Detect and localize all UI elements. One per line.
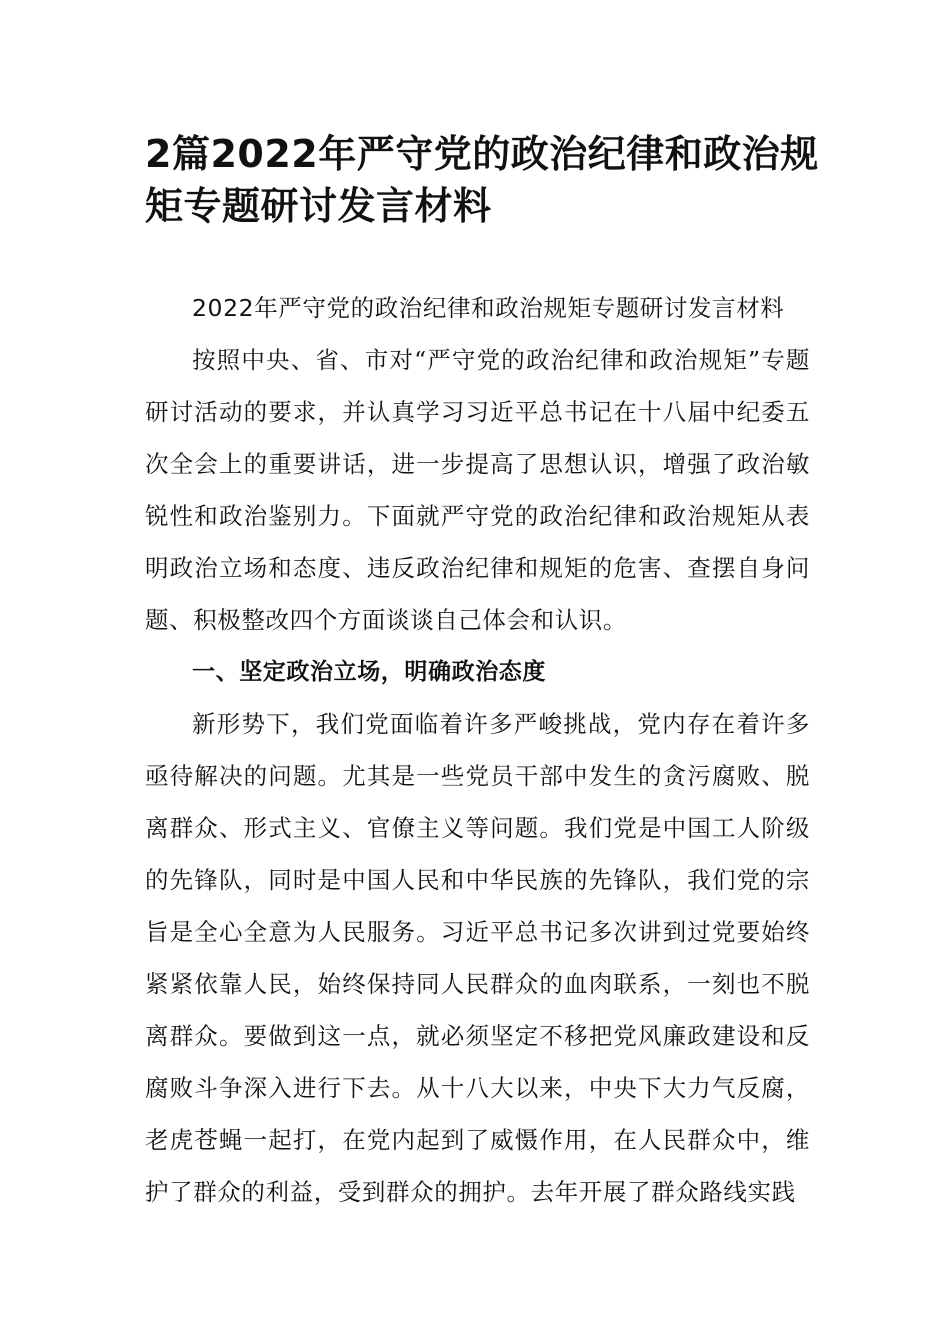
section-heading-1: 一、坚定政治立场，明确政治态度: [192, 659, 546, 685]
section-paragraph-1: 新形势下，我们党面临着许多严峻挑战，党内存在着许多亟待解决的问题。尤其是一些党员干部中发生的贪污腐败、脱离群众、形式主义、官僚主义等问题。我们党是中国工人阶级的先锋队，同时是中国人民和中华民族的先锋队，我们党的宗旨是全心全意为人民服务。习近平总书记多次讲到过党要始终紧紧依靠人民，始终保持同人民群众的血肉联系，一刻也不脱离群众。要做到这一点，就必须坚定不移把党风廉政建设和反腐败斗争深入进行下去。从十八大以来，中央下大力气反腐，老虎苍蝇一起打，在党内起到了威慑作用，在人民群众中，维护了群众的利益，受到群众的拥护。去年开展了群众路线实践: [145, 710, 810, 1206]
intro-paragraph: 按照中央、省、市对“严守党的政治纪律和政治规矩”专题研讨活动的要求，并认真学习习近平总书记在十八届中纪委五次全会上的重要讲话，进一步提高了思想认识，增强了政治敏锐性和政治鉴别力。下面就严守党的政治纪律和政治规矩从表明政治立场和态度、违反政治纪律和规矩的危害、查摆自身问题、积极整改四个方面谈谈自己体会和认识。: [145, 346, 810, 634]
document-body: [145, 282, 810, 1218]
document-subtitle: 2022年严守党的政治纪律和政治规矩专题研讨发言材料: [192, 294, 785, 322]
document-title: 2篇2022年严守党的政治纪律和政治规矩专题研讨发言材料: [145, 132, 819, 228]
